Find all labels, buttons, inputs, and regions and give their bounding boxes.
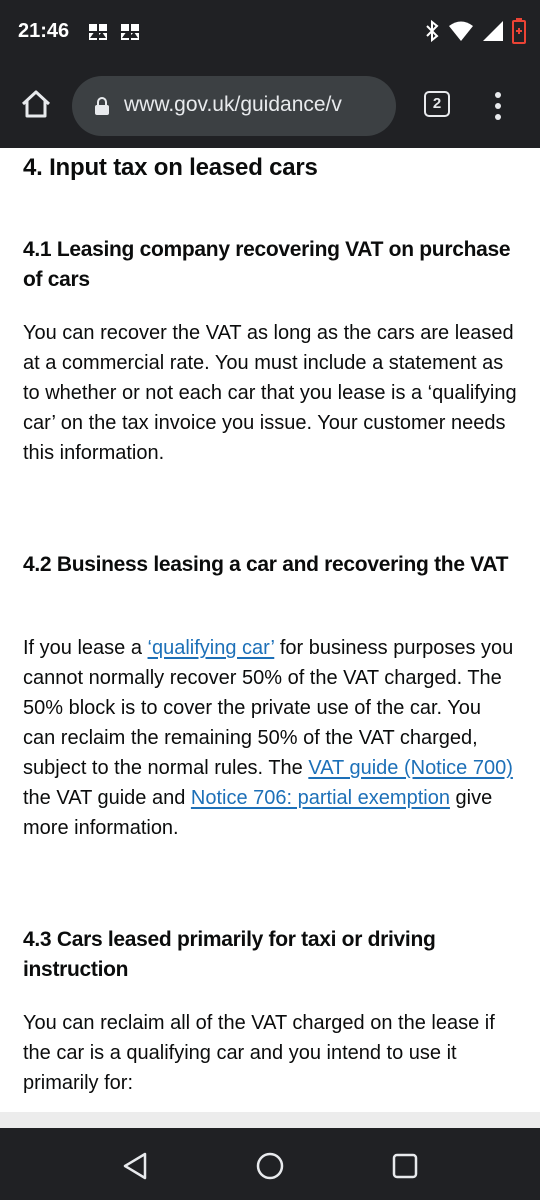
vat-guide-notice-700-link[interactable]: VAT guide (Notice 700)	[308, 757, 513, 779]
wifi-icon	[448, 20, 474, 42]
status-icons	[424, 18, 526, 44]
lock-icon	[94, 96, 110, 116]
back-triangle-icon[interactable]	[117, 1148, 153, 1184]
photo-notification-icon	[88, 22, 108, 42]
page-bottom-strip	[0, 1112, 540, 1128]
photo-notification-icon	[120, 22, 140, 42]
paragraph: You can recover the VAT as long as the cars are leased at a commercial rate. You must include a statement as to whether or not each car that you lease is a ‘qualifying car’ on the tax invoice you issue. Your customer needs this information.	[23, 322, 517, 464]
paragraph: You can reclaim all of the VAT charged on the lease if the car is a qualifying car and you intend to use it primarily for:	[23, 1012, 495, 1094]
address-bar[interactable]	[72, 76, 396, 136]
tab-switcher-button[interactable]: 2	[424, 91, 450, 117]
url-text: www.gov.uk/guidance/v	[124, 93, 342, 116]
cell-signal-icon	[482, 20, 504, 42]
bluetooth-icon	[424, 19, 440, 43]
qualifying-car-link[interactable]: ‘qualifying car’	[147, 637, 275, 659]
paragraph: If you lease a ‘qualifying car’ for business purposes you cannot normally recover 50% of the VAT charged. The 50% block is to cover the private use of the car. You can reclaim the remaining 50% of the VAT charged, subject to the normal rules. The VAT guide (Notice 700) the VAT guide and Notice 706: partial exemption give more information.	[23, 637, 514, 839]
subsection-heading: 4.2 Business leasing a car and recovering the VAT	[23, 553, 509, 576]
home-icon[interactable]	[18, 86, 54, 122]
page-content	[0, 148, 540, 1112]
subsection-heading: 4.1 Leasing company recovering VAT on purchase of cars	[23, 238, 511, 291]
battery-charging-icon	[512, 18, 526, 44]
recents-square-icon[interactable]	[387, 1148, 423, 1184]
more-menu-icon[interactable]	[488, 88, 508, 124]
status-time: 21:46	[18, 20, 70, 42]
status-bar	[0, 0, 540, 64]
home-circle-icon[interactable]	[252, 1148, 288, 1184]
section-heading: 4. Input tax on leased cars	[23, 154, 318, 181]
system-navigation-bar	[0, 1128, 540, 1200]
subsection-heading: 4.3 Cars leased primarily for taxi or driving instruction	[23, 928, 436, 981]
browser-toolbar	[0, 64, 540, 148]
notice-706-partial-exemption-link[interactable]: Notice 706: partial exemption	[190, 787, 450, 809]
